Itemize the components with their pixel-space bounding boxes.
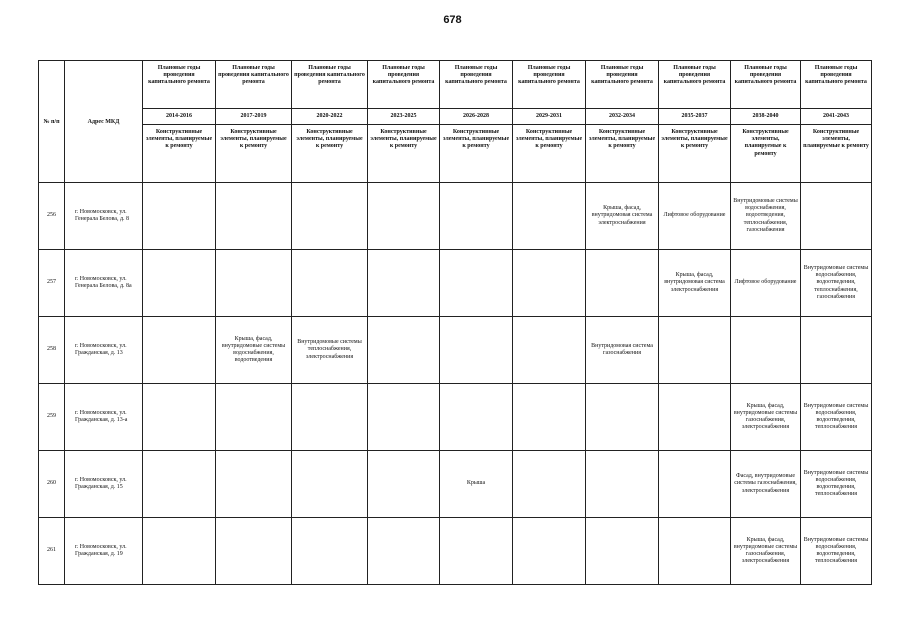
repair-elements-cell	[143, 518, 216, 585]
repair-elements-cell	[216, 183, 292, 250]
repair-elements-cell	[368, 183, 440, 250]
repair-elements-cell	[513, 451, 586, 518]
elements-header: Конструктивные элементы, планируемые к ремонту	[659, 125, 731, 183]
planned-years-header: Плановые годы проведения капитального ремонта	[513, 61, 586, 109]
period-header: 2035-2037	[659, 109, 731, 125]
row-number: 257	[39, 250, 65, 317]
repair-elements-cell	[368, 518, 440, 585]
period-header: 2020-2022	[292, 109, 368, 125]
repair-elements-cell: Крыша, фасад, внутридомовая система электроснабжения	[586, 183, 659, 250]
elements-header: Конструктивные элементы, планируемые к ремонту	[731, 125, 801, 183]
repair-elements-cell	[586, 384, 659, 451]
row-number: 259	[39, 384, 65, 451]
table-row	[39, 317, 872, 384]
row-address: г. Новомосковск, ул. Гражданская, д. 13	[65, 317, 143, 384]
repair-elements-cell	[659, 518, 731, 585]
repair-elements-cell	[368, 451, 440, 518]
repair-elements-cell	[292, 451, 368, 518]
row-number: 260	[39, 451, 65, 518]
repair-elements-cell: Внутридомовые системы водоснабжения, водоотведения, теплоснабжения, газоснабжения	[801, 250, 872, 317]
repair-elements-cell	[216, 384, 292, 451]
repair-elements-cell	[801, 317, 872, 384]
repair-elements-cell	[292, 384, 368, 451]
table-row	[39, 183, 872, 250]
elements-header: Конструктивные элементы, планируемые к ремонту	[440, 125, 513, 183]
repair-elements-cell: Внутридомовые системы водоснабжения, водоотведения, теплоснабжения	[801, 384, 872, 451]
repair-elements-cell: Внутридомовые системы водоснабжения, водоотведения, теплоснабжения	[801, 518, 872, 585]
planned-years-header: Плановые годы проведения капитального ремонта	[216, 61, 292, 109]
repair-elements-cell	[440, 317, 513, 384]
period-header: 2017-2019	[216, 109, 292, 125]
header-row-planned-years	[39, 61, 872, 109]
repair-elements-cell	[216, 451, 292, 518]
elements-header: Конструктивные элементы, планируемые к ремонту	[292, 125, 368, 183]
repair-elements-cell	[292, 183, 368, 250]
repair-elements-cell: Крыша, фасад, внутридомовая система электроснабжения	[659, 250, 731, 317]
row-address: г. Новомосковск, ул. Генерала Белова, д. 8	[65, 183, 143, 250]
row-number: 256	[39, 183, 65, 250]
repair-elements-cell: Крыша, фасад, внутридомовые системы водоснабжения, водоотведения	[216, 317, 292, 384]
repair-elements-cell	[586, 518, 659, 585]
repair-elements-cell	[513, 250, 586, 317]
planned-years-header: Плановые годы проведения капитального ремонта	[368, 61, 440, 109]
repair-elements-cell	[292, 250, 368, 317]
repair-elements-cell	[586, 451, 659, 518]
table-row	[39, 250, 872, 317]
repair-elements-cell: Внутридомовые системы теплоснабжения, электроснабжения	[292, 317, 368, 384]
repair-elements-cell	[216, 250, 292, 317]
row-address: г. Новомосковск, ул. Гражданская, д. 15	[65, 451, 143, 518]
repair-elements-cell	[143, 451, 216, 518]
repair-elements-cell	[440, 518, 513, 585]
repair-elements-cell: Лифтовое оборудование	[731, 250, 801, 317]
repair-elements-cell	[659, 451, 731, 518]
repair-elements-cell	[659, 384, 731, 451]
period-header: 2029-2031	[513, 109, 586, 125]
header-row-periods	[39, 109, 872, 125]
elements-header: Конструктивные элементы, планируемые к ремонту	[216, 125, 292, 183]
repair-elements-cell	[659, 317, 731, 384]
repair-elements-cell	[440, 384, 513, 451]
planned-years-header: Плановые годы проведения капитального ремонта	[292, 61, 368, 109]
repair-elements-cell: Внутридомовая система газоснабжения	[586, 317, 659, 384]
repair-elements-cell: Внутридомовые системы водоснабжения, водоотведения, теплоснабжения	[801, 451, 872, 518]
capital-repair-table	[38, 60, 872, 585]
repair-elements-cell	[216, 518, 292, 585]
planned-years-header: Плановые годы проведения капитального ремонта	[801, 61, 872, 109]
elements-header: Конструктивные элементы, планируемые к ремонту	[801, 125, 872, 183]
period-header: 2026-2028	[440, 109, 513, 125]
planned-years-header: Плановые годы проведения капитального ремонта	[731, 61, 801, 109]
repair-elements-cell	[801, 183, 872, 250]
repair-elements-cell	[440, 250, 513, 317]
elements-header: Конструктивные элементы, планируемые к ремонту	[143, 125, 216, 183]
table-row	[39, 384, 872, 451]
repair-elements-cell	[368, 317, 440, 384]
elements-header: Конструктивные элементы, планируемые к ремонту	[586, 125, 659, 183]
table-body	[39, 183, 872, 585]
repair-elements-cell	[513, 518, 586, 585]
repair-elements-cell	[513, 183, 586, 250]
repair-elements-cell: Фасад, внутридомовые системы газоснабжения, электроснабжения	[731, 451, 801, 518]
repair-elements-cell: Внутридомовые системы водоснабжения, водоотведения, теплоснабжения, газоснабжения	[731, 183, 801, 250]
repair-elements-cell: Крыша	[440, 451, 513, 518]
repair-elements-cell: Крыша, фасад, внутридомовые системы газоснабжения, электроснабжения	[731, 518, 801, 585]
repair-elements-cell	[586, 250, 659, 317]
row-number: 258	[39, 317, 65, 384]
table-row	[39, 451, 872, 518]
planned-years-header: Плановые годы проведения капитального ремонта	[659, 61, 731, 109]
planned-years-header: Плановые годы проведения капитального ремонта	[143, 61, 216, 109]
planned-years-header: Плановые годы проведения капитального ремонта	[440, 61, 513, 109]
repair-elements-cell	[513, 317, 586, 384]
repair-elements-cell	[292, 518, 368, 585]
elements-header: Конструктивные элементы, планируемые к ремонту	[368, 125, 440, 183]
repair-elements-cell	[143, 250, 216, 317]
planned-years-header: Плановые годы проведения капитального ремонта	[586, 61, 659, 109]
repair-elements-cell	[143, 183, 216, 250]
row-number: 261	[39, 518, 65, 585]
num-column-header: № п/п	[39, 61, 65, 183]
page-number: 678	[443, 14, 462, 26]
row-address: г. Новомосковск, ул. Генерала Белова, д. 8а	[65, 250, 143, 317]
header-row-elements	[39, 125, 872, 183]
repair-elements-cell	[440, 183, 513, 250]
repair-elements-cell	[513, 384, 586, 451]
period-header: 2014-2016	[143, 109, 216, 125]
repair-elements-cell	[143, 384, 216, 451]
repair-elements-cell	[368, 384, 440, 451]
period-header: 2038-2040	[731, 109, 801, 125]
period-header: 2032-2034	[586, 109, 659, 125]
elements-header: Конструктивные элементы, планируемые к ремонту	[513, 125, 586, 183]
period-header: 2041-2043	[801, 109, 872, 125]
row-address: г. Новомосковск, ул. Гражданская, д. 19	[65, 518, 143, 585]
repair-elements-cell: Крыша, фасад, внутридомовые системы газоснабжения, электроснабжения	[731, 384, 801, 451]
table-row	[39, 518, 872, 585]
row-address: г. Новомосковск, ул. Гражданская, д. 13-а	[65, 384, 143, 451]
repair-elements-cell	[731, 317, 801, 384]
repair-elements-cell	[143, 317, 216, 384]
repair-elements-cell	[368, 250, 440, 317]
address-column-header: Адрес МКД	[65, 61, 143, 183]
period-header: 2023-2025	[368, 109, 440, 125]
repair-elements-cell: Лифтовое оборудование	[659, 183, 731, 250]
